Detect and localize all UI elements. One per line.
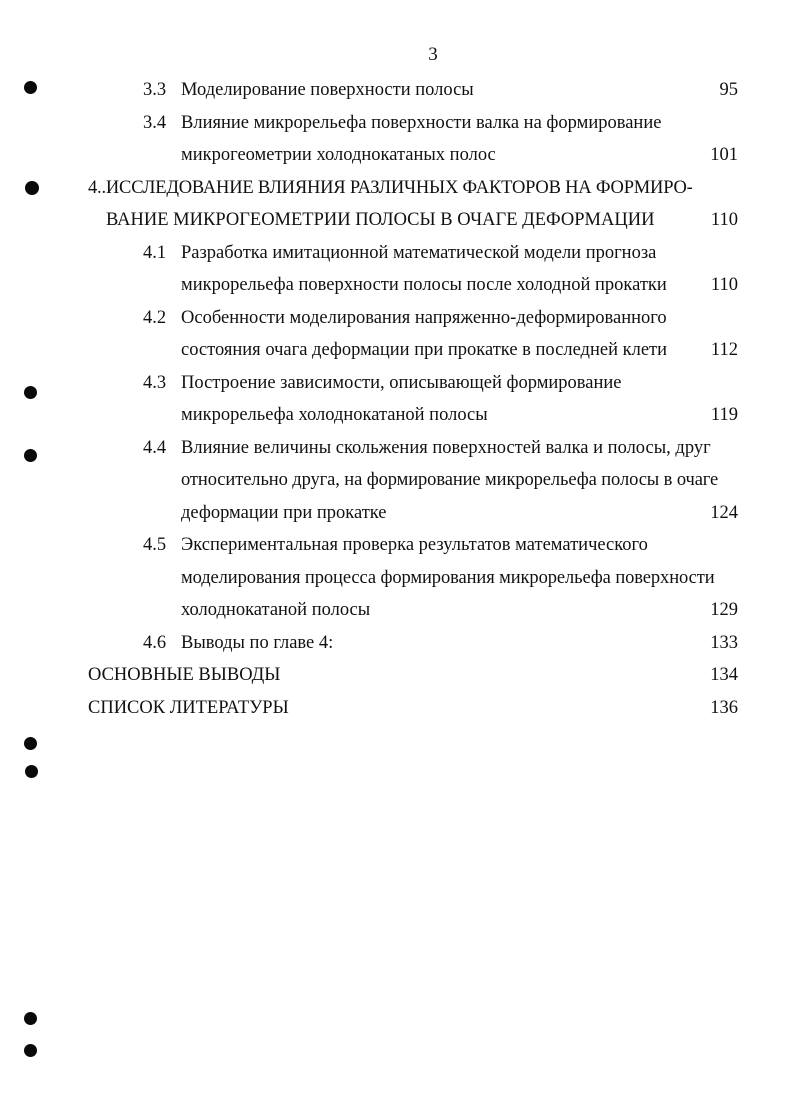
toc-entry-number: 4.5 — [143, 535, 167, 555]
toc-entry-title: Особенности моделирования напряженно-деформированного — [181, 308, 667, 328]
punch-hole — [24, 81, 37, 94]
toc-section-title: ОСНОВНЫЕ ВЫВОДЫ — [88, 665, 281, 685]
toc-entry-title: Моделирование поверхности полосы — [181, 80, 474, 100]
punch-hole — [25, 765, 38, 778]
toc-chapter-title: 4..ИССЛЕДОВАНИЕ ВЛИЯНИЯ РАЗЛИЧНЫХ ФАКТОРОВ НА ФОРМИРО- — [88, 178, 693, 198]
toc-entry-title: Построение зависимости, описывающей формирование — [181, 373, 622, 393]
punch-hole — [24, 449, 37, 462]
toc-page-number: 119 — [710, 405, 738, 425]
toc-entry-title-continued: относительно друга, на формирование микрорельефа полосы в очаге — [181, 470, 719, 490]
toc-entry-number: 3.4 — [143, 113, 167, 133]
toc-entry-number: 4.1 — [143, 243, 167, 263]
toc-page-number: 95 — [719, 80, 738, 100]
punch-hole — [25, 181, 39, 195]
toc-entry-number: 4.3 — [143, 373, 167, 393]
toc-page-number: 112 — [710, 340, 738, 360]
toc-entry-title: Влияние микрорельефа поверхности валка на формирование — [181, 113, 662, 133]
toc-page-number: 110 — [710, 210, 738, 230]
toc-entry-number: 4.6 — [143, 633, 167, 653]
toc-entry-title-continued: микрогеометрии холоднокатаных полос — [181, 145, 496, 165]
toc-entry-title-continued: микрорельефа холоднокатаной полосы — [181, 405, 488, 425]
toc-page-number: 110 — [710, 275, 738, 295]
toc-entry-number: 4.2 — [143, 308, 167, 328]
toc-entry-title: Экспериментальная проверка результатов математического — [181, 535, 648, 555]
toc-entry-title-continued: холоднокатаной полосы — [181, 600, 371, 620]
punch-hole — [24, 1012, 37, 1025]
toc-page-number: 134 — [710, 665, 738, 685]
toc-page-number: 129 — [710, 600, 738, 620]
toc-entry-title-continued: микрорельефа поверхности полосы после холодной прокатки — [181, 275, 667, 295]
toc-entry-title-continued: состояния очага деформации при прокатке в последней клети — [181, 340, 668, 360]
toc-section-title: СПИСОК ЛИТЕРАТУРЫ — [88, 698, 289, 718]
punch-hole — [24, 1044, 37, 1057]
toc-entry-title-continued: моделирования процесса формирования микрорельефа поверхности — [181, 568, 715, 588]
toc-page-number: 124 — [710, 503, 738, 523]
toc-entry-number: 3.3 — [143, 80, 167, 100]
punch-hole — [24, 737, 37, 750]
punch-hole — [24, 386, 37, 399]
toc-entry-number: 4.4 — [143, 438, 167, 458]
toc-page-number: 101 — [710, 145, 738, 165]
toc-page-number: 133 — [710, 633, 738, 653]
toc-page-number: 136 — [710, 698, 738, 718]
toc-entry-title-continued: деформации при прокатке — [181, 503, 387, 523]
toc-chapter-title-continued: ВАНИЕ МИКРОГЕОМЕТРИИ ПОЛОСЫ В ОЧАГЕ ДЕФОРМАЦИИ — [106, 210, 655, 230]
toc-entry-title: Выводы по главе 4: — [181, 633, 334, 653]
toc-entry-title: Разработка имитационной математической модели прогноза — [181, 243, 657, 263]
page-number: 3 — [428, 44, 438, 65]
toc-entry-title: Влияние величины скольжения поверхностей валка и полосы, друг — [181, 438, 711, 458]
